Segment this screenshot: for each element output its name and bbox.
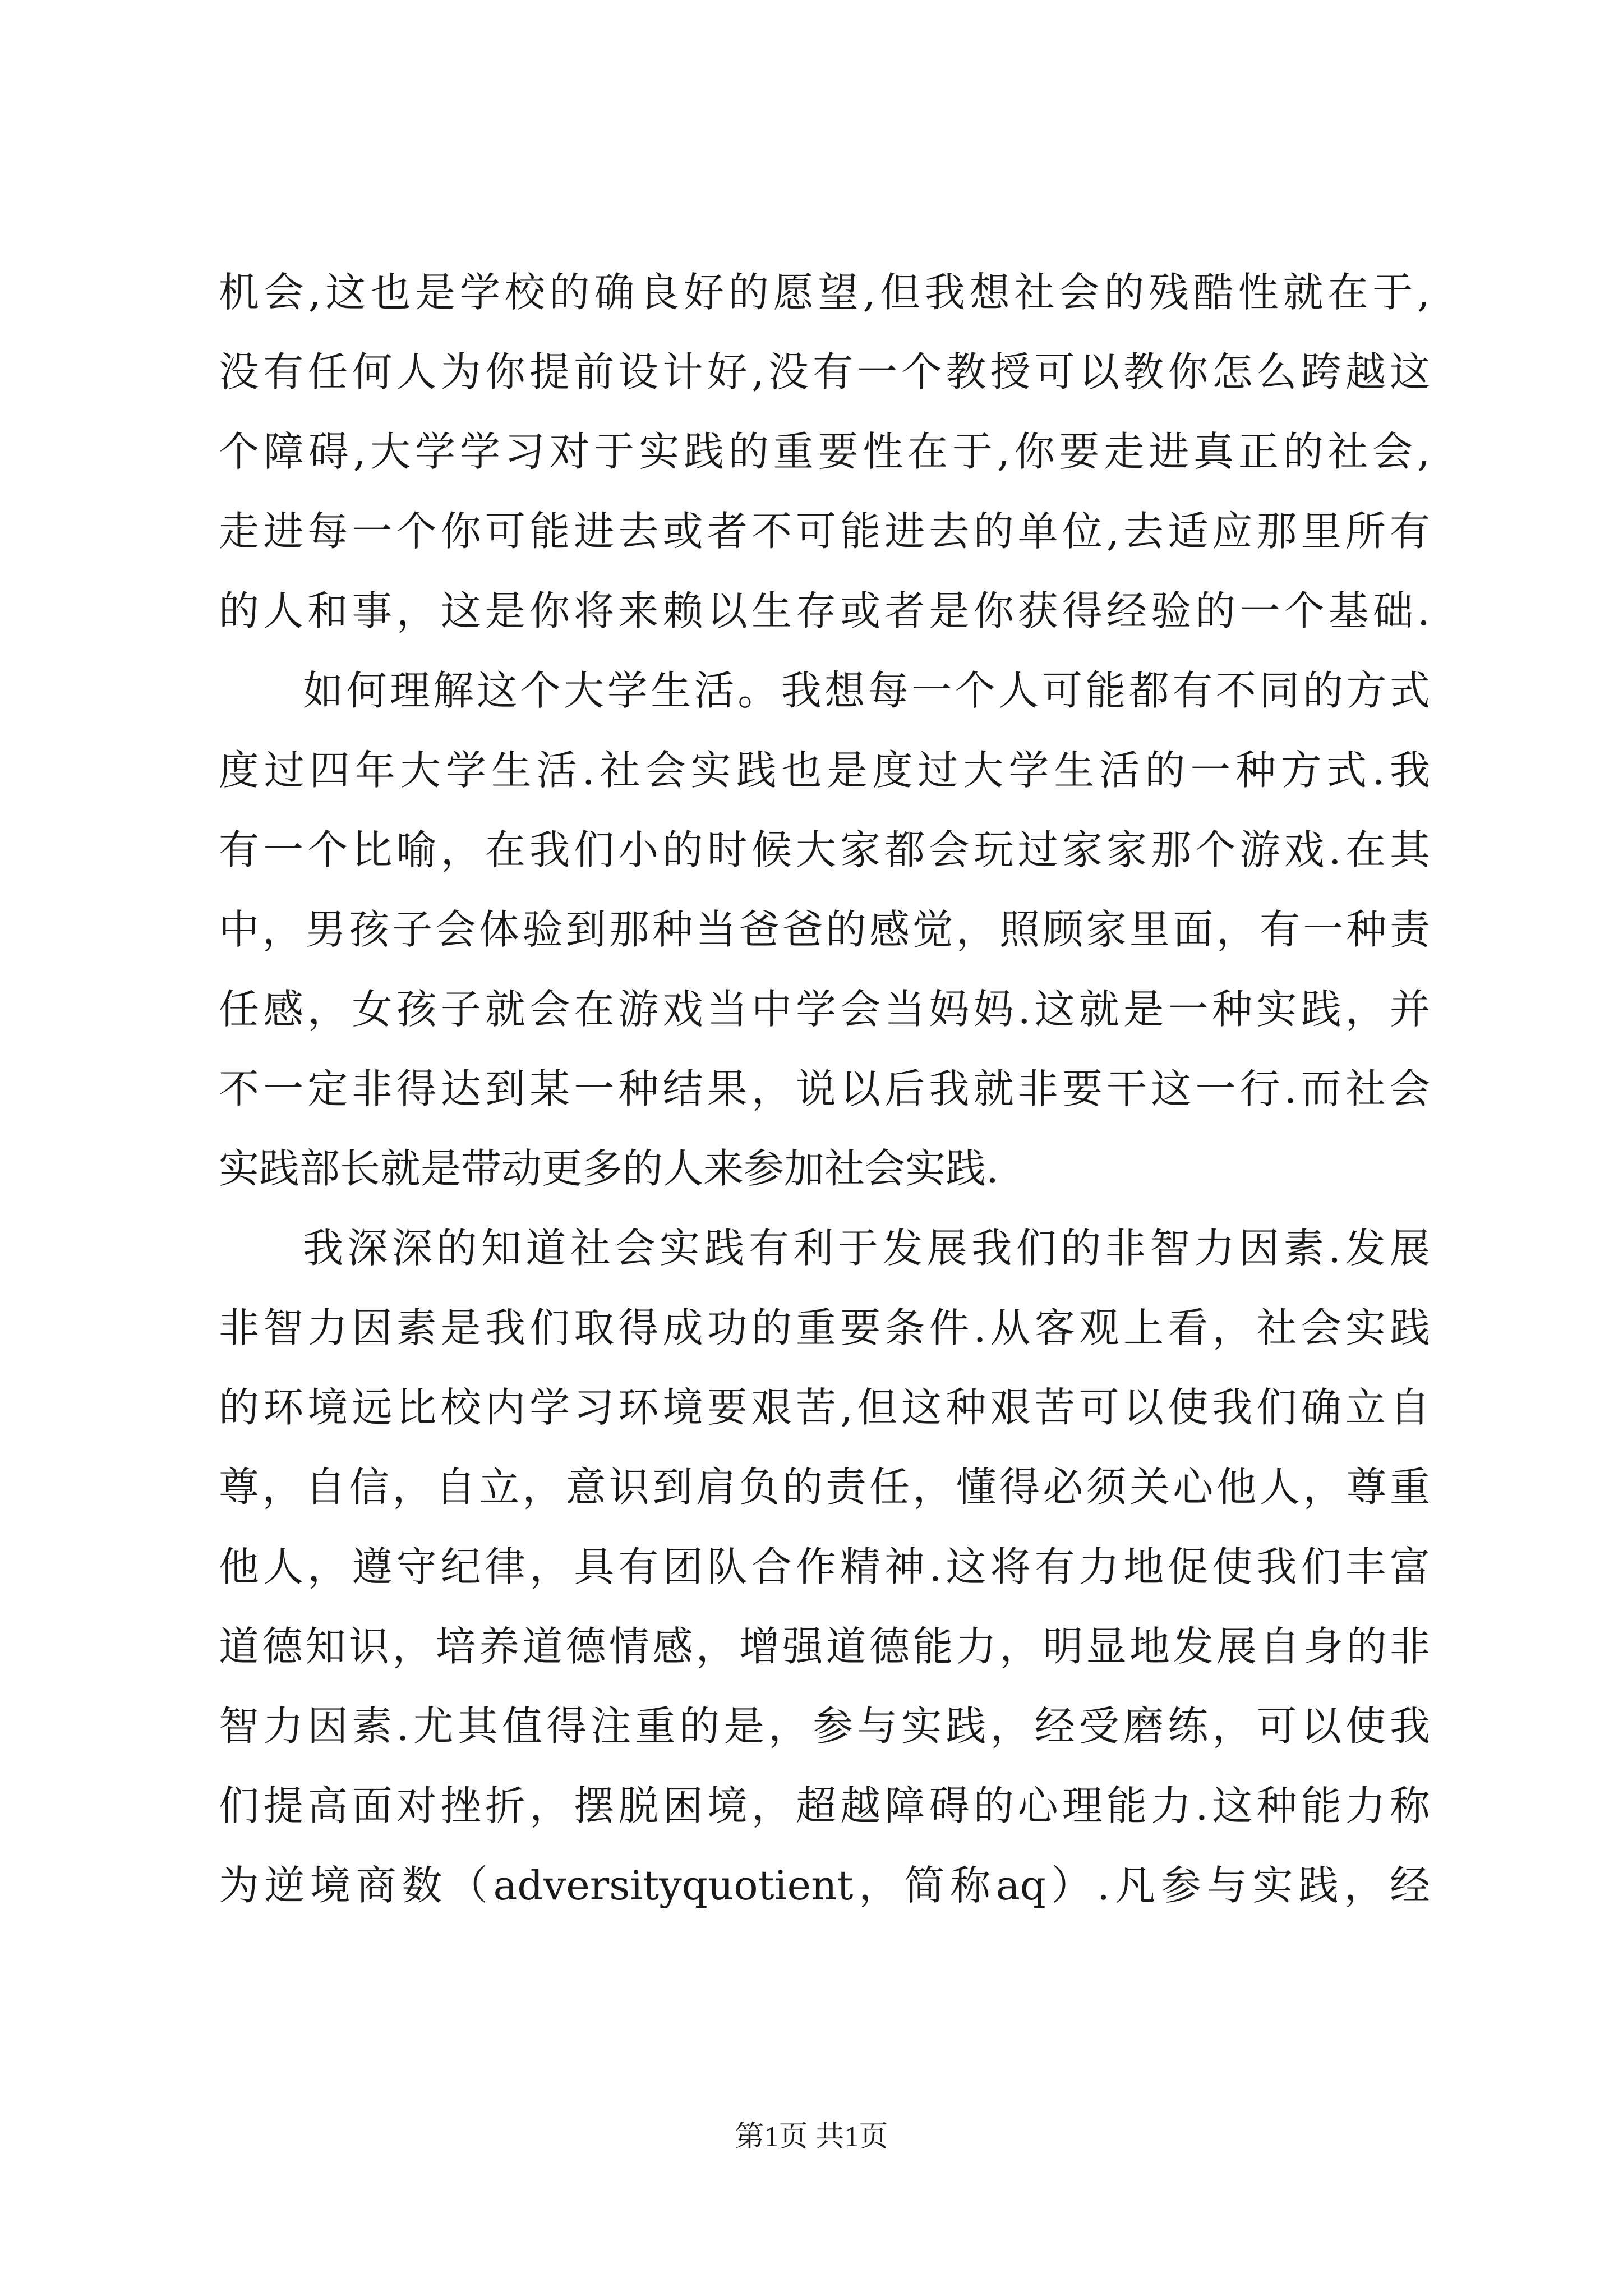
paragraph-1-line-5: 的人和事，这是你将来赖以生存或者是你获得经验的一个基础. — [219, 587, 1430, 634]
paragraph-1-line-1: 机会,这也是学校的确良好的愿望,但我想社会的残酷性就在于, — [219, 269, 1430, 316]
paragraph-3-line-6: 道德知识，培养道德情感，增强道德能力，明显地发展自身的非 — [219, 1623, 1430, 1670]
paragraph-2-line-1: 如何理解这个大学生活。我想每一个人可能都有不同的方式 — [303, 667, 1430, 714]
paragraph-3-line-3: 的环境远比校内学习环境要艰苦,但这种艰苦可以使我们确立自 — [219, 1384, 1430, 1431]
page-footer: 第1页 共1页 — [735, 2121, 888, 2153]
paragraph-3-line-5: 他人，遵守纪律，具有团队合作精神.这将有力地促使我们丰富 — [219, 1543, 1430, 1590]
paragraph-3-line-1: 我深深的知道社会实践有利于发展我们的非智力因素.发展 — [303, 1225, 1430, 1272]
paragraph-2-line-6: 不一定非得达到某一种结果，说以后我就非要干这一行.而社会 — [219, 1065, 1430, 1112]
paragraph-2-line-2: 度过四年大学生活.社会实践也是度过大学生活的一种方式.我 — [219, 747, 1430, 794]
paragraph-3-line-7: 智力因素.尤其值得注重的是，参与实践，经受磨练，可以使我 — [219, 1703, 1430, 1750]
paragraph-3-line-9: 为逆境商数（adversityquotient，简称aq）.凡参与实践，经 — [219, 1862, 1430, 1909]
paragraph-1-line-3: 个障碍,大学学习对于实践的重要性在于,你要走进真正的社会, — [219, 428, 1430, 475]
paragraph-3-line-8: 们提高面对挫折，摆脱困境，超越障碍的心理能力.这种能力称 — [219, 1782, 1430, 1829]
paragraph-1-line-2: 没有任何人为你提前设计好,没有一个教授可以教你怎么跨越这 — [219, 348, 1430, 395]
paragraph-2-line-7: 实践部长就是带动更多的人来参加社会实践. — [219, 1145, 999, 1192]
paragraph-2-line-5: 任感，女孩子就会在游戏当中学会当妈妈.这就是一种实践，并 — [219, 986, 1430, 1033]
paragraph-2-line-3: 有一个比喻，在我们小的时候大家都会玩过家家那个游戏.在其 — [219, 826, 1430, 873]
paragraph-1-line-4: 走进每一个你可能进去或者不可能进去的单位,去适应那里所有 — [219, 508, 1430, 555]
paragraph-3-line-4: 尊，自信，自立，意识到肩负的责任，懂得必须关心他人，尊重 — [219, 1464, 1430, 1511]
document-body — [219, 252, 1430, 1925]
paragraph-3-line-2: 非智力因素是我们取得成功的重要条件.从客观上看，社会实践 — [219, 1304, 1430, 1351]
paragraph-2-line-4: 中，男孩子会体验到那种当爸爸的感觉，照顾家里面，有一种责 — [219, 906, 1430, 953]
